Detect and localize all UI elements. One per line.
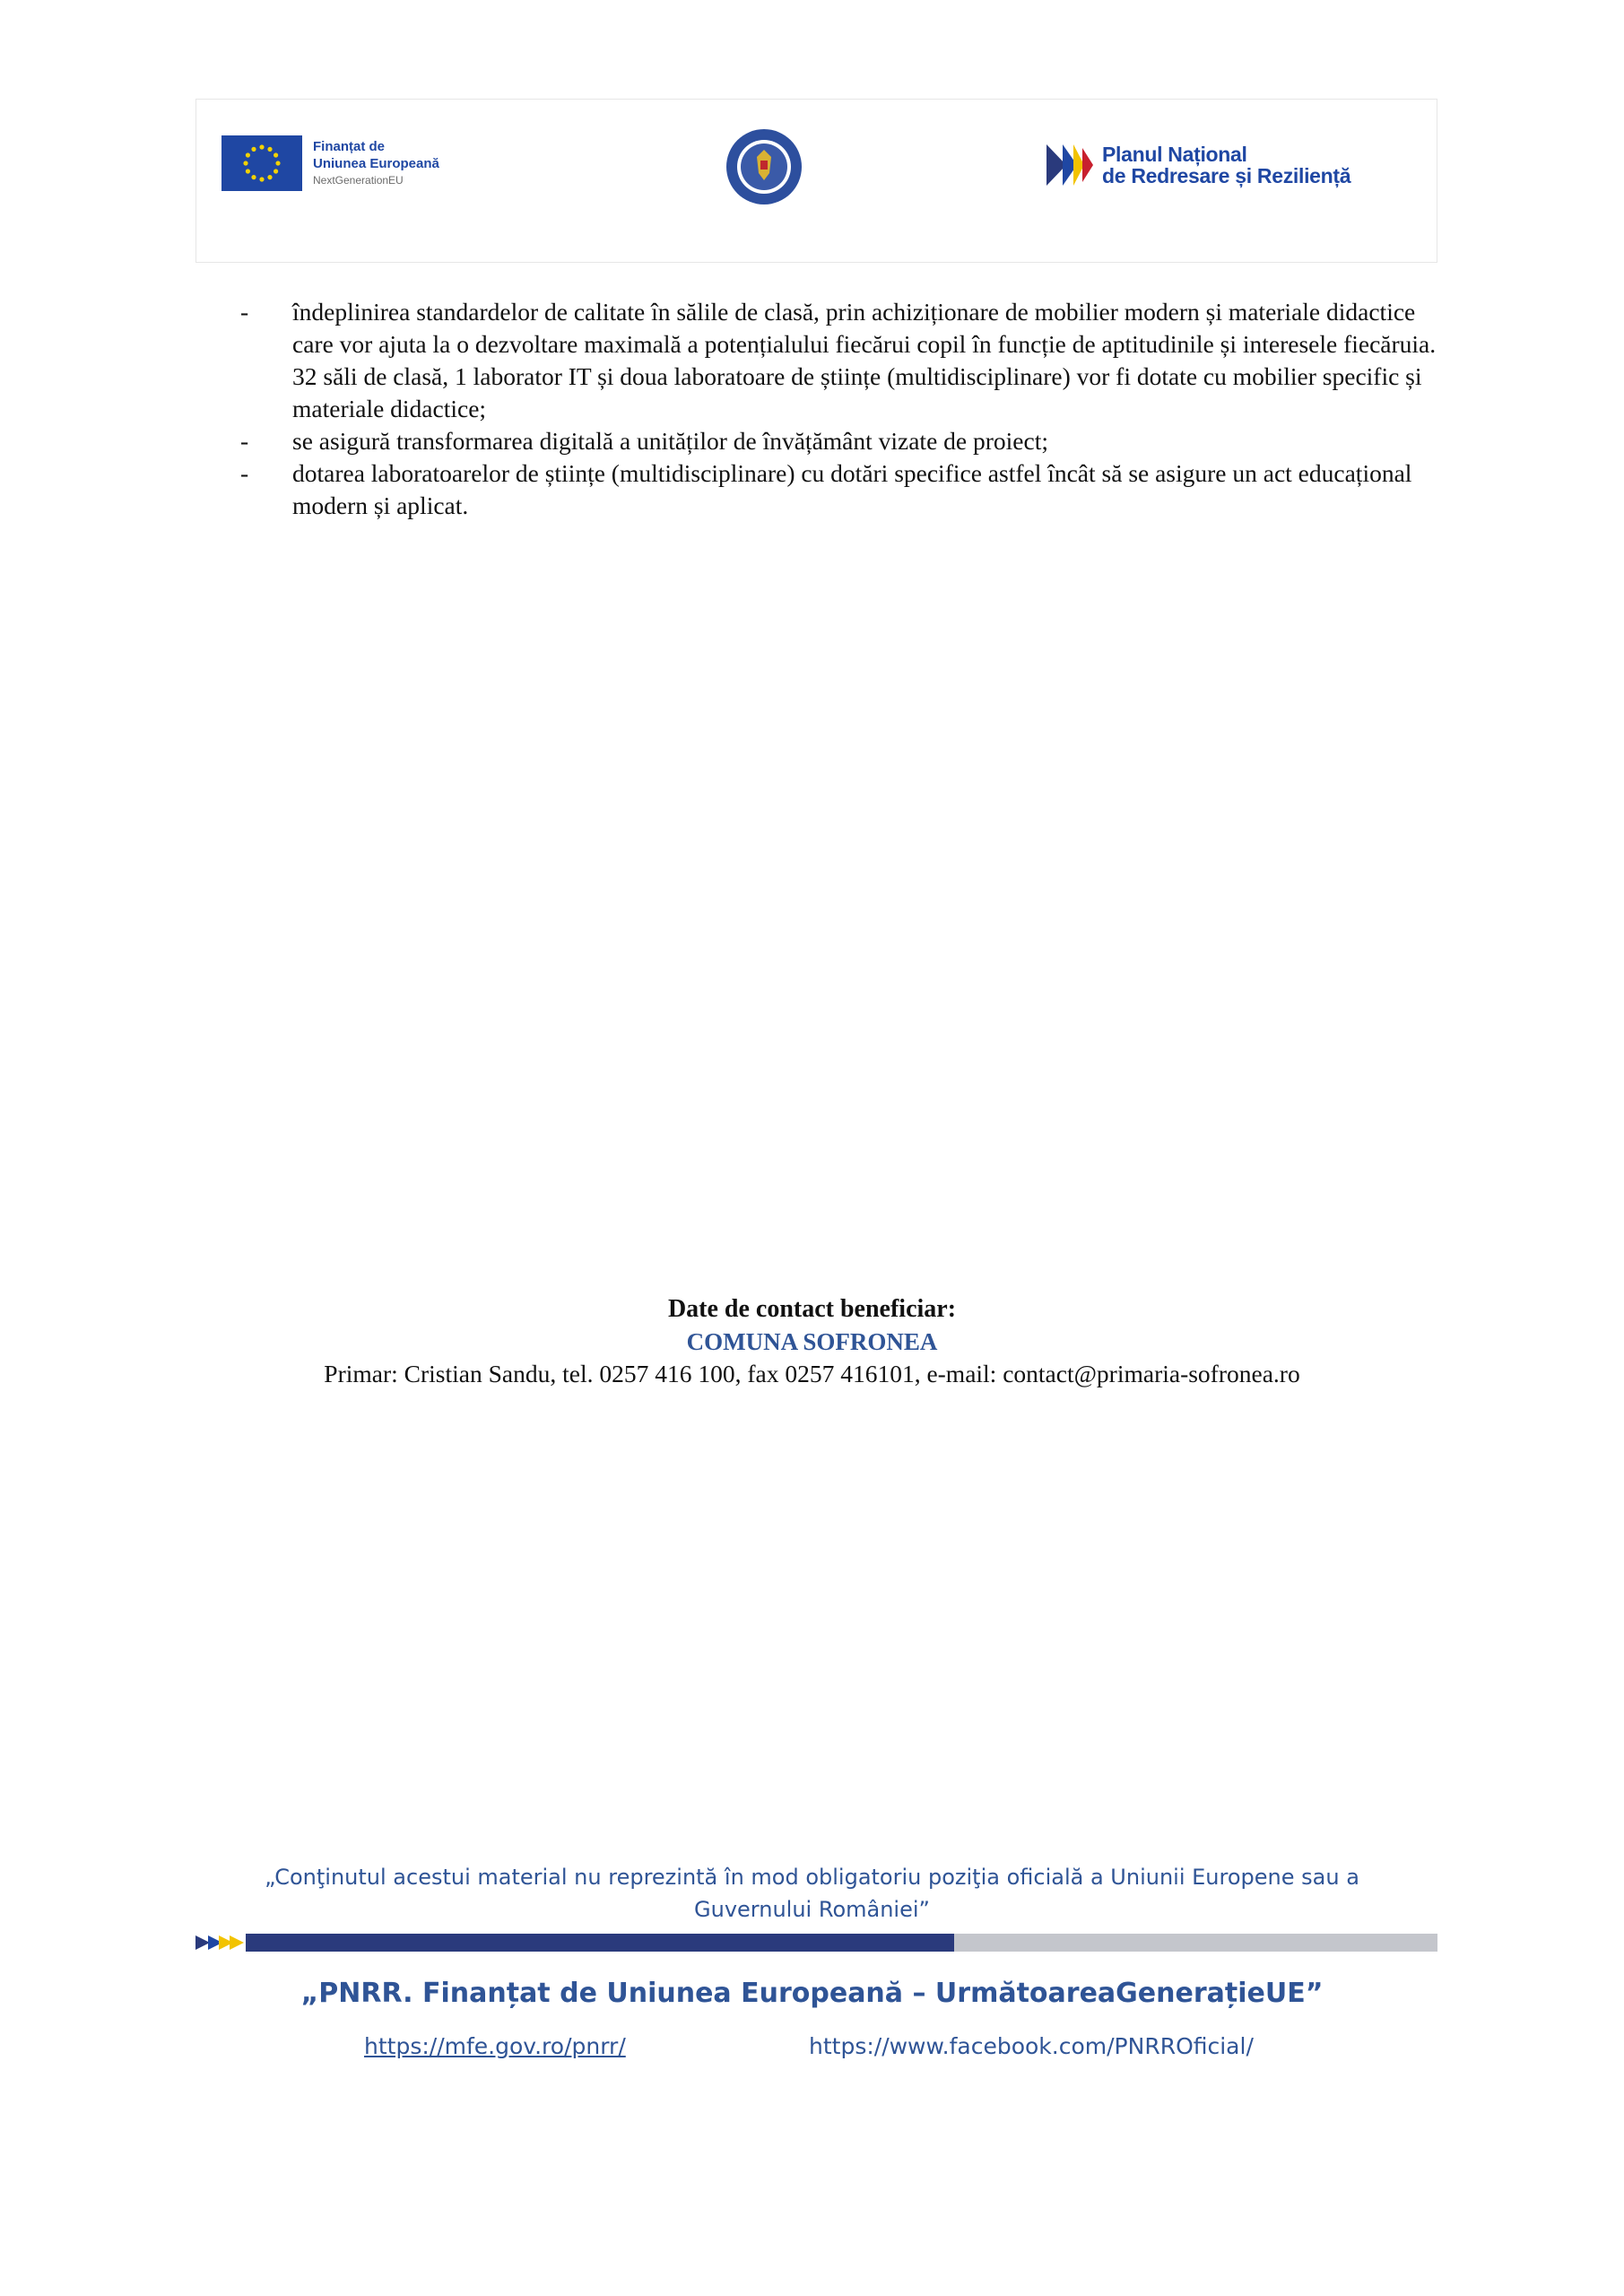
list-item-text: dotarea laboratoarelor de științe (multidisciplinare) cu dotări specifice astfel încât să se asigure un act educațional modern și aplicat. <box>292 459 1412 519</box>
contact-organization: COMUNA SOFRONEA <box>686 1328 938 1355</box>
eu-logo-line3: NextGenerationEU <box>313 174 404 187</box>
objectives-list <box>240 296 1442 522</box>
pnrr-logo <box>1046 141 1350 189</box>
eu-logo-line2: Uniunea Europeană <box>313 156 439 171</box>
contact-heading: Date de contact beneficiar: <box>667 1295 957 1323</box>
pnrr-facebook-link[interactable]: https://www.facebook.com/PNRROficial/ <box>809 2033 1254 2059</box>
pnrr-arrow-icon <box>1046 141 1093 189</box>
contact-details: Primar: Cristian Sandu, tel. 0257 416 100, fax 0257 416101, e-mail: contact@primaria-sofronea.ro <box>324 1360 1300 1387</box>
footer-color-band <box>195 1934 1437 1952</box>
list-item-text: îndeplinirea standardelor de calitate în sălile de clasă, prin achiziționare de mobilier modern și materiale didactice care vor ajuta la o dezvoltare maximală a potențialului fiecărui copil în funcție de aptitudinile și interesele fiecăruia. 32 săli de clasă, 1 laborator IT și doua laboratoare de științe (multidisciplinare) vor fi dotate cu mobilier specific și materiale didactice; <box>292 298 1437 422</box>
pnrr-logo-line2: de Redresare și Reziliență <box>1102 164 1351 187</box>
pnrr-logo-line1: Planul Național <box>1102 143 1247 166</box>
band-arrow-icon <box>195 1934 246 1952</box>
list-item-text: se asigură transformarea digitală a unităților de învățământ vizate de proiect; <box>292 427 1048 455</box>
eu-flag-icon <box>221 135 302 191</box>
list-item <box>240 296 1442 425</box>
band-light-segment <box>954 1934 1437 1952</box>
eu-logo-text <box>313 138 439 188</box>
footer-slogan: „PNRR. Finanțat de Uniunea Europeană – UrmătoareaGenerațieUE” <box>300 1978 1324 2009</box>
list-item-marker: - <box>240 427 249 455</box>
romanian-government-seal-icon <box>724 126 804 207</box>
list-item-marker: - <box>240 459 249 487</box>
band-dark-segment <box>246 1934 954 1952</box>
list-item <box>240 457 1442 522</box>
list-item-marker: - <box>240 298 249 326</box>
eu-logo-line1: Finanțat de <box>313 139 386 154</box>
pnrr-website-link[interactable]: https://mfe.gov.ro/pnrr/ <box>364 2033 626 2059</box>
footer-disclaimer: „Conţinutul acestui material nu reprezintă în mod obligatoriu poziţia oficială a Uniunii Europene sau a Guvernului României” <box>265 1865 1359 1922</box>
eu-funding-logo <box>221 135 439 191</box>
header-logo-strip <box>195 99 1437 263</box>
pnrr-logo-text <box>1102 144 1350 187</box>
list-item <box>240 425 1442 457</box>
